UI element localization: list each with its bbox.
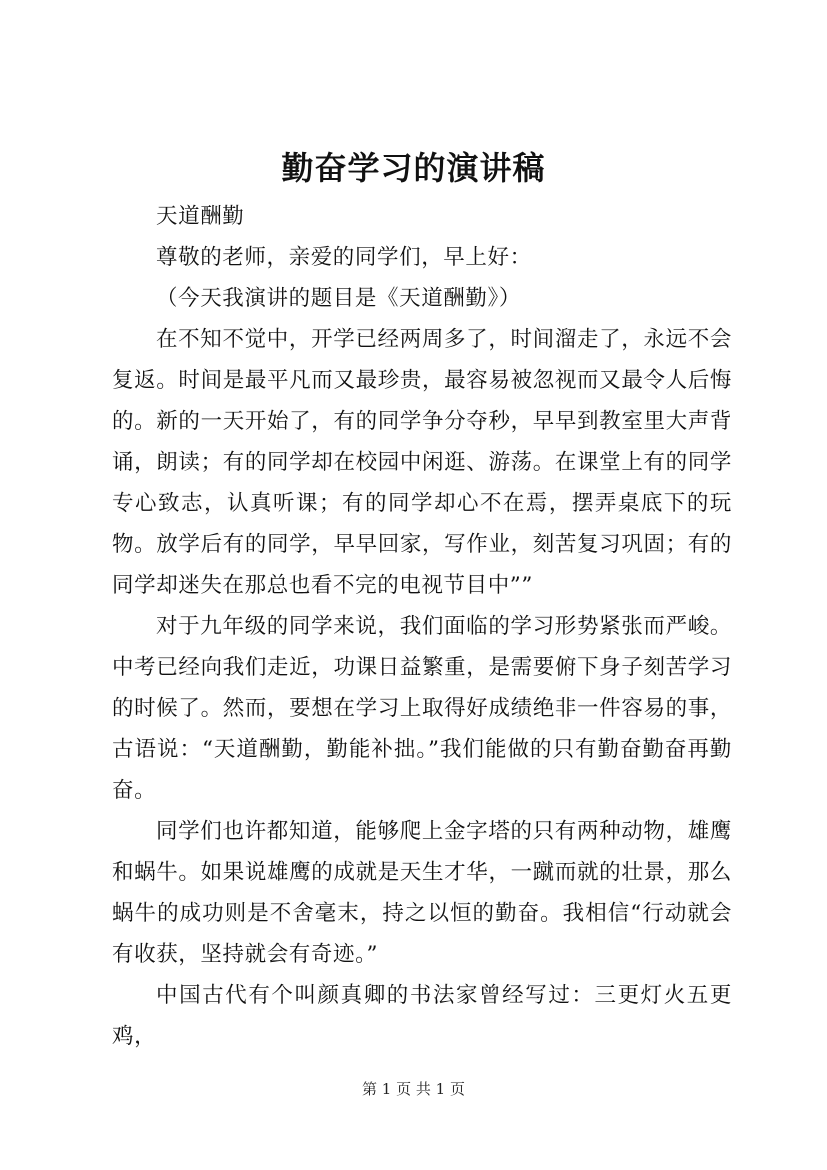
document-body [112,196,732,1057]
paragraph-topic: （今天我演讲的题目是《天道酬勤》） [156,286,521,311]
paragraph-greeting: 尊敬的老师，亲爱的同学们，早上好： [156,245,532,270]
page-footer: 第 1 页 共 1 页 [362,1080,465,1098]
paragraph-subtitle: 天道酬勤 [156,204,245,229]
document-title: 勤奋学习的演讲稿 [281,149,546,187]
paragraph-body-4: 中国古代有个叫颜真卿的书法家曾经写过：三更灯火五更鸡， [112,983,732,1049]
paragraph-body-3: 同学们也许都知道，能够爬上金字塔的只有两种动物，雄鹰和蜗牛。如果说雄鹰的成就是天生才华，一蹴而就的壮景，那么蜗牛的成功则是不舍毫末，持之以恒的勤奋。我相信“行动就会有收获，坚持就会有奇迹。” [112,819,732,967]
paragraph-body-1: 在不知不觉中，开学已经两周多了，时间溜走了，永远不会复返。时间是最平凡而又最珍贵，最容易被忽视而又最令人后悔的。新的一天开始了，有的同学争分夺秒，早早到教室里大声背诵，朗读；有的同学却在校园中闲逛、游荡。在课堂上有的同学专心致志，认真听课；有的同学却心不在焉，摆弄桌底下的玩物。放学后有的同学，早早回家，写作业，刻苦复习巩固；有的同学却迷失在那总也看不完的电视节目中”” [112,327,732,598]
paragraph-body-2: 对于九年级的同学来说，我们面临的学习形势紧张而严峻。中考已经向我们走近，功课日益繁重，是需要俯下身子刻苦学习的时候了。然而，要想在学习上取得好成绩绝非一件容易的事，古语说：“天道酬勤，勤能补拙。”我们能做的只有勤奋勤奋再勤奋。 [112,614,732,803]
